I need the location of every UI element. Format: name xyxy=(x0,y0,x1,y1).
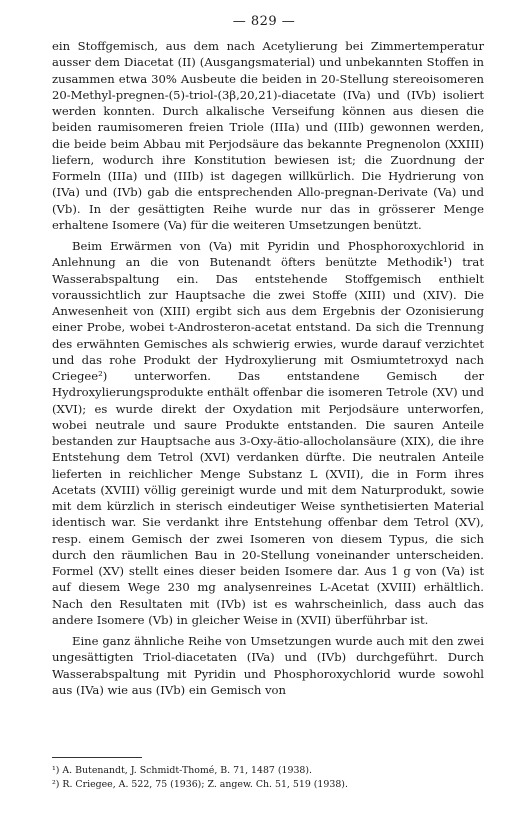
footnote-2: ²) R. Criegee, A. 522, 75 (1936); Z. angew. Ch. 51, 519 (1938). xyxy=(52,779,348,790)
body-text xyxy=(52,38,484,698)
paragraph-1: ein Stoffgemisch, aus dem nach Acetylierung bei Zimmertemperatur ausser dem Diacetat (II) (Ausgangsmaterial) und unbekannten Stoffen in zusammen etwa 30% Ausbeute die beiden in 20-Stellung stereoisomeren 20-Methyl-pregnen-(5)-triol-(3β,20,21)-diacetate (IVa) und (IVb) isoliert werden konnten. Durch alkalische Verseifung können aus diesen die beiden raumisomeren freien Triole (IIIa) und (IIIb) gewonnen werden, die beide beim Abbau mit Perjodsäure das bekannte Pregnenolon (XXIII) liefern, wodurch ihre Konstitution bewiesen ist; die Zuordnung der Formeln (IIIa) und (IIIb) ist dagegen willkürlich. Die Hydrierung von (IVa) und (IVb) gab die entsprechenden Allo-pregnan-Derivate (Va) und (Vb). In der gesättigten Reihe wurde nur das in grösserer Menge erhaltene Isomere (Va) für die weiteren Umsetzungen benützt. xyxy=(52,39,484,232)
page-number: — 829 — xyxy=(232,14,296,29)
footnote-divider xyxy=(52,757,142,758)
paragraph-2: Beim Erwärmen von (Va) mit Pyridin und Phosphoroxychlorid in Anlehnung an die von Butenandt öfters benützte Methodik¹) trat Wasserabspaltung ein. Das entstehende Stoffgemisch enthielt voraussichtlich zur Hauptsache die zwei Stoffe (XIII) und (XIV). Die Anwesenheit von (XIII) ergibt sich aus dem Ergebnis der Ozonisierung einer Probe, wobei t-Androsteron-acetat entstand. Da sich die Trennung des erwähnten Gemisches als schwierig erwies, wurde darauf verzichtet und das rohe Produkt der Hydroxylierung mit Osmiumtetroxyd nach Criegee²) unterworfen. Das entstandene Gemisch der Hydroxylierungsprodukte enthält offenbar die isomeren Tetrole (XV) und (XVI); es wurde direkt der Oxydation mit Perjodsäure unterworfen, wobei neutrale und saure Produkte entstanden. Die sauren Anteile bestanden zur Hauptsache aus 3-Oxy-ätio-allocholansäure (XIX), die ihre Entstehung dem Tetrol (XVI) verdanken dürfte. Die neutralen Anteile lieferten in reichlicher Menge Substanz L (XVII), die in Form ihres Acetats (XVIII) völlig gereinigt wurde und mit dem Naturprodukt, sowie mit dem kürzlich in sterisch eindeutiger Weise synthetisierten Material identisch war. Sie verdankt ihre Entstehung offenbar dem Tetrol (XV), resp. einem Gemisch der zwei Isomeren von diesem Typus, die sich durch den räumlichen Bau in 20-Stellung voneinander unterscheiden. Formel (XV) stellt eines dieser beiden Isomere dar. Aus 1 g von (Va) ist auf diesem Wege 230 mg analysenreines L-Acetat (XVIII) erhältlich. Nach den Resultaten mit (IVb) ist es wahrscheinlich, dass auch das andere Isomere (Vb) in gleicher Weise in (XVII) überführbar ist. xyxy=(52,239,484,627)
footnote-1: ¹) A. Butenandt, J. Schmidt-Thomé, B. 71, 1487 (1938). xyxy=(52,765,313,776)
footnotes xyxy=(52,764,484,792)
paragraph-3: Eine ganz ähnliche Reihe von Umsetzungen wurde auch mit den zwei ungesättigten Triol-diacetaten (IVa) und (IVb) durchgeführt. Durch Wasserabspaltung mit Pyridin und Phosphoroxychlorid wurde sowohl aus (IVa) wie aus (IVb) ein Gemisch von xyxy=(52,634,484,697)
